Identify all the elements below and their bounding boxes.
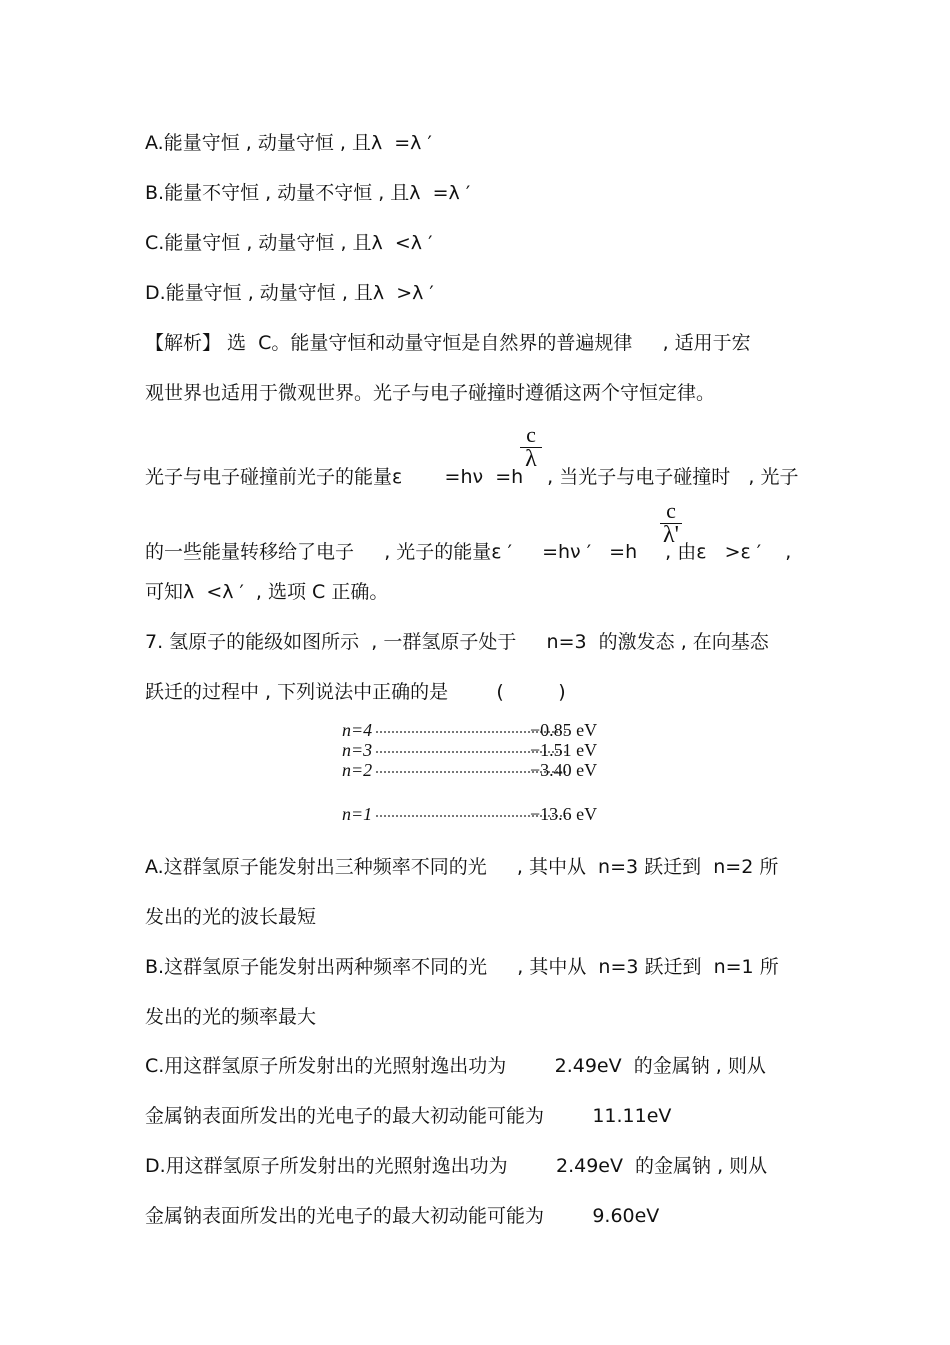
level-label: n=3 bbox=[342, 740, 373, 760]
option-a-q6: A.能量守恒 , 动量守恒 , 且λ =λ ′ bbox=[145, 132, 432, 154]
analysis-line-3-text-a: 光子与电子碰撞前光子的能量ε =hν =h bbox=[145, 466, 524, 488]
fraction-1-numerator: c bbox=[526, 422, 536, 447]
option-c-q6: C.能量守恒 , 动量守恒 , 且λ <λ ′ bbox=[145, 232, 433, 254]
analysis-line-1: 【解析】 选 C。能量守恒和动量守恒是自然界的普遍规律 , 适用于宏 bbox=[145, 332, 751, 354]
option-c-q7-line-1: C.用这群氢原子所发射出的光照射逸出功为 2.49eV 的金属钠 , 则从 bbox=[145, 1055, 766, 1077]
option-b-q7-line-2: 发出的光的频率最大 bbox=[145, 1006, 317, 1028]
analysis-line-4-text-b: , 由ε >ε ′ , bbox=[665, 541, 792, 563]
analysis-line-5: 可知λ <λ ′ , 选项 C 正确。 bbox=[145, 581, 389, 603]
question-7-line-2: 跃迁的过程中 , 下列说法中正确的是 ( ) bbox=[145, 681, 566, 703]
level-energy: −1.51 eV bbox=[530, 740, 598, 760]
option-d-q7-line-1: D.用这群氢原子所发射出的光照射逸出功为 2.49eV 的金属钠 , 则从 bbox=[145, 1155, 768, 1177]
level-energy: −13.6 eV bbox=[530, 804, 598, 824]
option-b-q6: B.能量不守恒 , 动量不守恒 , 且λ =λ ′ bbox=[145, 182, 471, 204]
energy-level-n1 bbox=[342, 804, 622, 824]
energy-level-n4 bbox=[342, 720, 622, 740]
analysis-line-2: 观世界也适用于微观世界。光子与电子碰撞时遵循这两个守恒定律。 bbox=[145, 382, 716, 404]
energy-level-diagram bbox=[342, 718, 622, 830]
level-label: n=4 bbox=[342, 720, 373, 740]
analysis-line-3-text-b: , 当光子与电子碰撞时 , 光子 bbox=[547, 466, 799, 488]
level-energy: −3.40 eV bbox=[530, 760, 598, 780]
energy-level-n2 bbox=[342, 760, 622, 780]
level-energy: −0.85 eV bbox=[530, 720, 598, 740]
fraction-c-over-lambda-prime bbox=[657, 500, 685, 546]
option-b-q7-line-1: B.这群氢原子能发射出两种频率不同的光 , 其中从 n=3 跃迁到 n=1 所 bbox=[145, 956, 779, 978]
level-label: n=2 bbox=[342, 760, 373, 780]
option-c-q7-line-2: 金属钠表面所发出的光电子的最大初动能可能为 11.11eV bbox=[145, 1105, 672, 1127]
level-label: n=1 bbox=[342, 804, 373, 824]
analysis-line-3 bbox=[145, 465, 798, 489]
option-a-q7-line-1: A.这群氢原子能发射出三种频率不同的光 , 其中从 n=3 跃迁到 n=2 所 bbox=[145, 856, 779, 878]
option-d-q7-line-2: 金属钠表面所发出的光电子的最大初动能可能为 9.60eV bbox=[145, 1205, 660, 1227]
option-d-q6: D.能量守恒 , 动量守恒 , 且λ >λ ′ bbox=[145, 282, 434, 304]
analysis-line-4-text-a: 的一些能量转移给了电子 , 光子的能量ε ′ =hν ′ =h bbox=[145, 541, 638, 563]
option-a-q7-line-2: 发出的光的波长最短 bbox=[145, 906, 317, 928]
fraction-c-over-lambda bbox=[519, 424, 543, 470]
fraction-2-denominator: λ' bbox=[663, 522, 679, 548]
fraction-2-numerator: c bbox=[666, 498, 676, 523]
question-7-line-1: 7. 氢原子的能级如图所示 , 一群氢原子处于 n=3 的激发态 , 在向基态 bbox=[145, 631, 769, 653]
fraction-1-denominator: λ bbox=[525, 446, 537, 472]
energy-level-n3 bbox=[342, 740, 622, 760]
analysis-line-4 bbox=[145, 540, 791, 564]
